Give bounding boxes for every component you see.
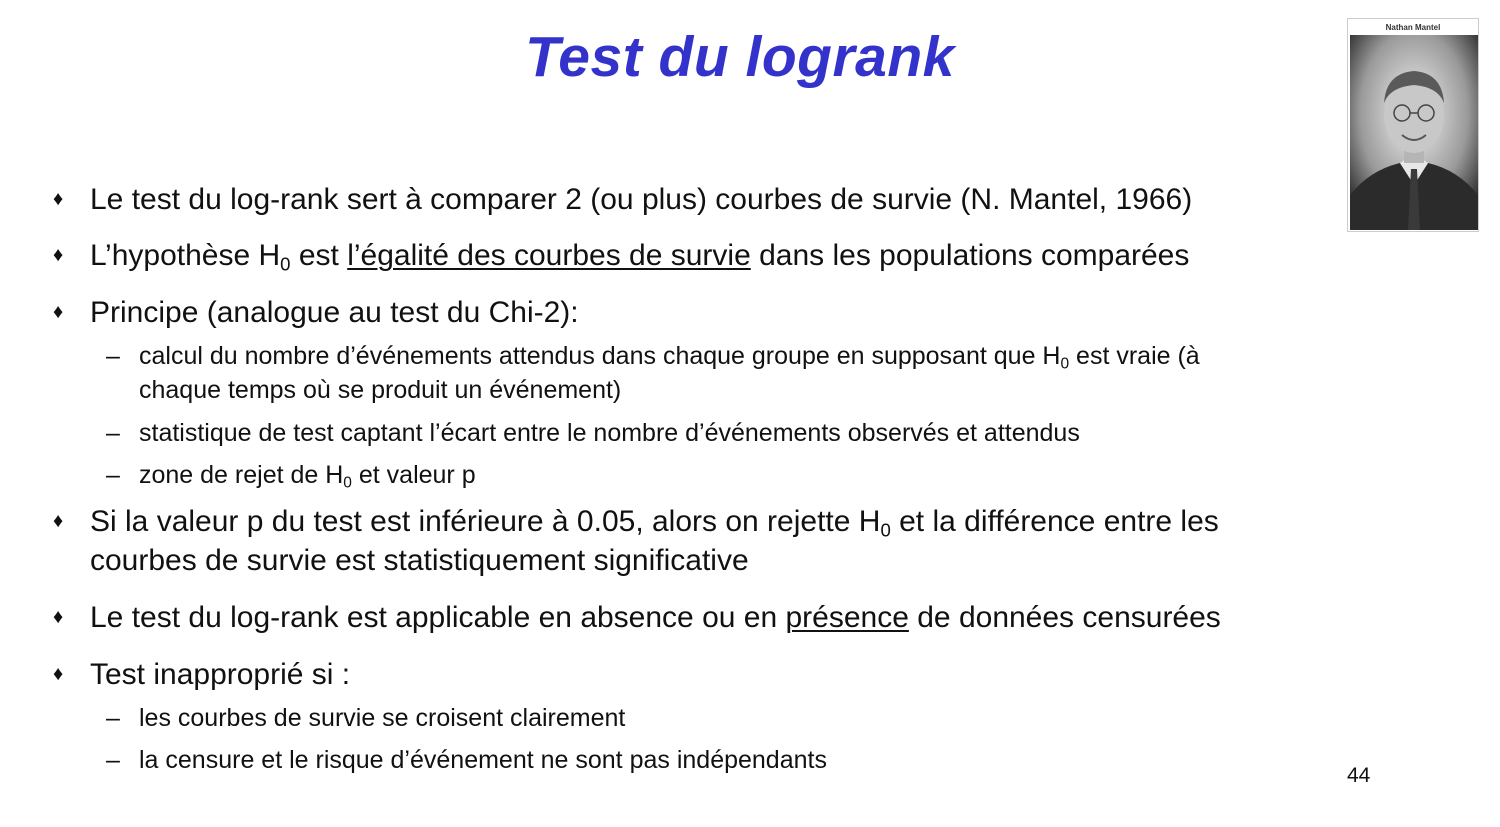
- dash-marker: –: [106, 704, 120, 732]
- bullet-4-line2-text: courbes de survie est statistiquement significative: [90, 544, 749, 577]
- sub-bullet-3-1: [106, 340, 1200, 373]
- sub-bullet-6-1-text: les courbes de survie se croisent clairement: [139, 704, 626, 732]
- slide-title: Test du logrank: [525, 25, 955, 89]
- dash-marker: –: [106, 419, 120, 447]
- portrait-photo: [1347, 18, 1479, 232]
- bullet-2-text-mid: est: [290, 239, 348, 272]
- portrait-icon: [1350, 35, 1478, 230]
- subscript-zero: 0: [343, 474, 352, 492]
- bullet-6: [53, 655, 351, 694]
- bullet-5-text-post: de données censurées: [908, 601, 1221, 634]
- sub-bullet-3-1-line2: [139, 374, 621, 407]
- dash-marker: –: [106, 461, 120, 489]
- bullet-4-text-post: et la différence entre les: [890, 505, 1219, 538]
- bullet-2-text-pre: L’hypothèse H: [90, 239, 281, 272]
- subscript-zero: 0: [280, 253, 291, 275]
- bullet-3-text: Principe (analogue au test du Chi-2):: [90, 296, 579, 329]
- bullet-5-text-pre: Le test du log-rank est applicable en absence ou en: [90, 601, 786, 634]
- sub-bullet-6-2: [106, 744, 827, 777]
- bullet-marker: ♦: [53, 663, 64, 685]
- sub-bullet-3-2-text: statistique de test captant l’écart entre le nombre d’événements observés et attendus: [139, 419, 1080, 447]
- sub-bullet-6-2-text: la censure et le risque d’événement ne sont pas indépendants: [139, 746, 827, 774]
- bullet-4-text-pre: Si la valeur p du test est inférieure à 0.05, alors on rejette H: [90, 505, 881, 538]
- subscript-zero: 0: [1060, 355, 1070, 373]
- photo-caption: Nathan Mantel: [1385, 23, 1441, 32]
- sub-bullet-3-3: [106, 459, 476, 492]
- sub-bullet-3-3-pre: zone de rejet de H: [139, 461, 344, 489]
- sub-bullet-6-1: [106, 702, 626, 735]
- bullet-marker: ♦: [53, 606, 64, 628]
- bullet-1: [53, 180, 1193, 219]
- page-number: 44: [1347, 764, 1371, 787]
- bullet-4-line2: [90, 541, 749, 580]
- sub-bullet-3-3-post: et valeur p: [351, 461, 476, 489]
- bullet-5: [53, 598, 1221, 637]
- sub-bullet-3-1-line2-text: chaque temps où se produit un événement): [139, 376, 622, 404]
- bullet-marker: ♦: [53, 301, 64, 323]
- subscript-zero: 0: [880, 519, 891, 541]
- bullet-2-underlined: l’égalité des courbes de survie: [347, 239, 751, 272]
- bullet-marker: ♦: [53, 510, 64, 532]
- bullet-5-underlined: présence: [785, 601, 909, 634]
- bullet-2-text-post: dans les populations comparées: [750, 239, 1190, 272]
- sub-bullet-3-1-pre: calcul du nombre d’événements attendus dans chaque groupe en supposant que H: [139, 342, 1061, 370]
- bullet-2: [53, 236, 1190, 275]
- bullet-6-text: Test inapproprié si :: [90, 658, 351, 691]
- dash-marker: –: [106, 342, 120, 370]
- dash-marker: –: [106, 746, 120, 774]
- sub-bullet-3-1-post: est vraie (à: [1069, 342, 1200, 370]
- bullet-marker: ♦: [53, 244, 64, 266]
- bullet-4: [53, 502, 1219, 541]
- bullet-marker: ♦: [53, 188, 64, 210]
- bullet-1-text: Le test du log-rank sert à comparer 2 (ou plus) courbes de survie (N. Mantel, 1966): [90, 183, 1193, 216]
- bullet-3: [53, 293, 579, 332]
- sub-bullet-3-2: [106, 417, 1080, 450]
